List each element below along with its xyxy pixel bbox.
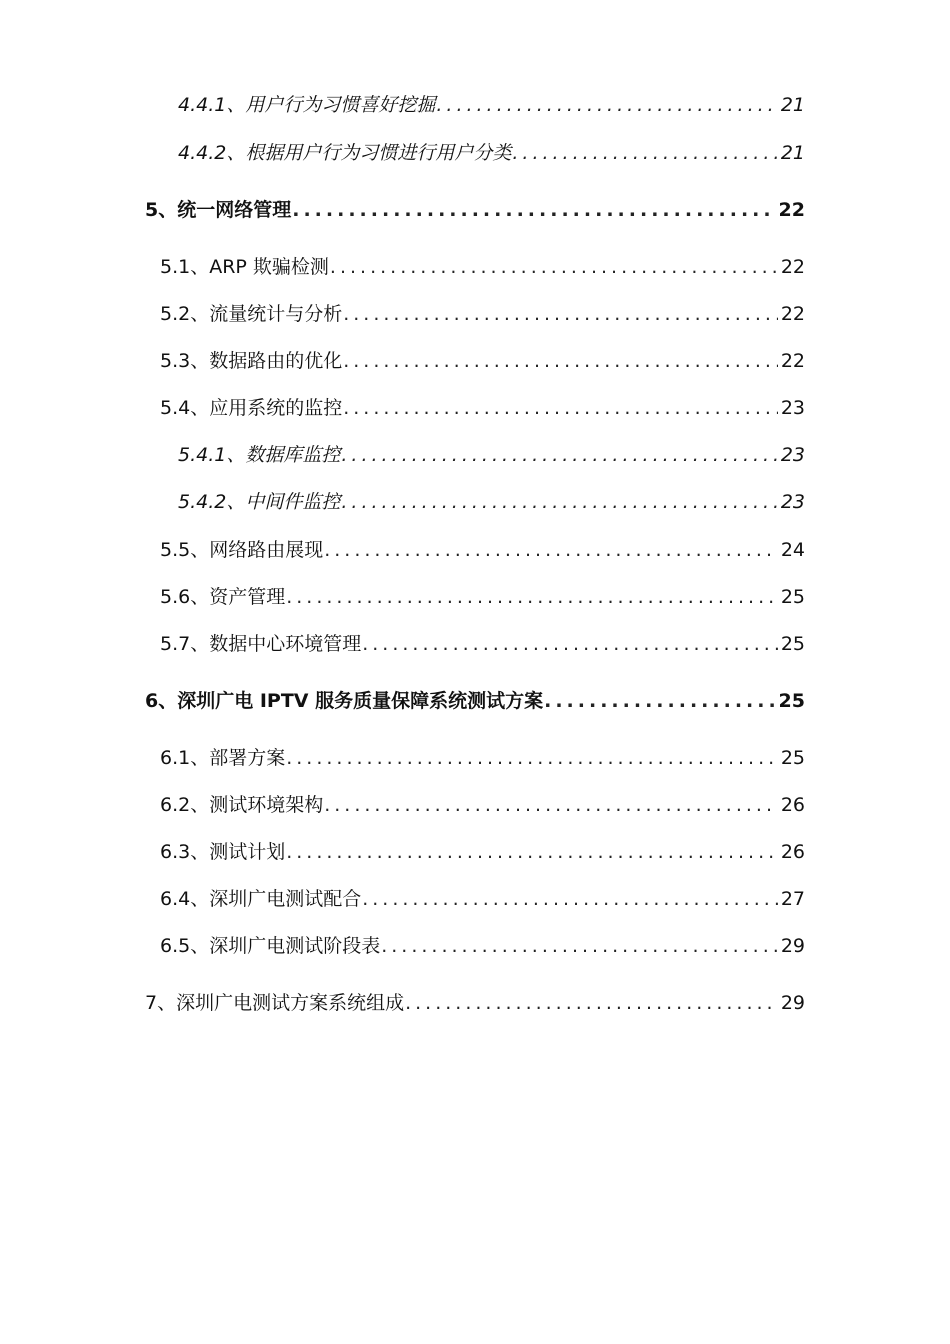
toc-page-number: 21 bbox=[780, 142, 805, 164]
dot-leader bbox=[286, 743, 778, 773]
toc-entry-5-6[interactable] bbox=[160, 582, 805, 612]
toc-entry-6-1[interactable] bbox=[160, 743, 805, 773]
dot-leader bbox=[286, 837, 778, 867]
toc-entry-6-2[interactable] bbox=[160, 790, 805, 820]
dot-leader bbox=[341, 487, 777, 517]
toc-page-number: 26 bbox=[780, 794, 805, 816]
toc-entry-title: 5.4.2、中间件监控 bbox=[178, 491, 341, 513]
toc-page-number: 25 bbox=[778, 690, 805, 712]
toc-entry-title: 5.2、流量统计与分析 bbox=[160, 303, 343, 325]
dot-leader bbox=[362, 629, 778, 659]
toc-entry-title: 7、深圳广电测试方案系统组成 bbox=[145, 992, 405, 1014]
toc-entry-title: 6.4、深圳广电测试配合 bbox=[160, 888, 362, 910]
toc-page-number: 25 bbox=[780, 747, 805, 769]
toc-page-number: 27 bbox=[780, 888, 805, 910]
dot-leader bbox=[343, 299, 778, 329]
toc-page-number: 26 bbox=[780, 841, 805, 863]
toc-entry-6-4[interactable] bbox=[160, 884, 805, 914]
toc-entry-title: 5.4、应用系统的监控 bbox=[160, 397, 343, 419]
dot-leader bbox=[381, 931, 778, 961]
dot-leader bbox=[330, 252, 778, 282]
toc-entry-title: 6.2、测试环境架构 bbox=[160, 794, 324, 816]
toc-entry-5-1[interactable] bbox=[160, 252, 805, 282]
dot-leader bbox=[362, 884, 778, 914]
dot-leader bbox=[343, 393, 778, 423]
toc-entry-6-5[interactable] bbox=[160, 931, 805, 961]
toc-entry-title: 5、统一网络管理 bbox=[145, 199, 292, 221]
toc-entry-title: 6、深圳广电 IPTV 服务质量保障系统测试方案 bbox=[145, 690, 544, 712]
toc-page-number: 21 bbox=[780, 94, 805, 116]
toc-entry-4-4-2[interactable] bbox=[178, 138, 805, 168]
toc-entry-title: 5.5、网络路由展现 bbox=[160, 539, 324, 561]
dot-leader bbox=[324, 790, 778, 820]
toc-page-number: 25 bbox=[780, 586, 805, 608]
toc-entry-title: 5.3、数据路由的优化 bbox=[160, 350, 343, 372]
toc-entry-6-3[interactable] bbox=[160, 837, 805, 867]
dot-leader bbox=[405, 988, 778, 1018]
toc-page-number: 29 bbox=[780, 935, 805, 957]
toc-entry-6[interactable] bbox=[145, 686, 805, 716]
toc-entry-5-4-2[interactable] bbox=[178, 487, 805, 517]
dot-leader bbox=[544, 686, 775, 716]
dot-leader bbox=[343, 346, 778, 376]
dot-leader bbox=[512, 138, 777, 168]
toc-entry-5-4-1[interactable] bbox=[178, 440, 805, 470]
toc-page-number: 23 bbox=[780, 444, 805, 466]
dot-leader bbox=[286, 582, 778, 612]
toc-entry-5[interactable] bbox=[145, 195, 805, 225]
toc-entry-title: 6.5、深圳广电测试阶段表 bbox=[160, 935, 381, 957]
toc-page-number: 22 bbox=[780, 303, 805, 325]
toc-entry-title: 5.4.1、数据库监控 bbox=[178, 444, 341, 466]
dot-leader bbox=[292, 195, 775, 225]
toc-page-number: 22 bbox=[780, 350, 805, 372]
dot-leader bbox=[436, 90, 777, 120]
toc-entry-5-3[interactable] bbox=[160, 346, 805, 376]
toc-page-number: 22 bbox=[780, 256, 805, 278]
toc-page-number: 25 bbox=[780, 633, 805, 655]
toc-entry-5-5[interactable] bbox=[160, 535, 805, 565]
toc-entry-7[interactable] bbox=[145, 988, 805, 1018]
toc-page-number: 29 bbox=[780, 992, 805, 1014]
toc-entry-5-2[interactable] bbox=[160, 299, 805, 329]
toc-page-number: 24 bbox=[780, 539, 805, 561]
toc-entry-title: 5.6、资产管理 bbox=[160, 586, 286, 608]
toc-entry-title: 6.3、测试计划 bbox=[160, 841, 286, 863]
dot-leader bbox=[324, 535, 778, 565]
toc-entry-5-4[interactable] bbox=[160, 393, 805, 423]
toc-entry-title: 4.4.2、根据用户行为习惯进行用户分类 bbox=[178, 142, 512, 164]
dot-leader bbox=[341, 440, 777, 470]
toc-entry-title: 5.7、数据中心环境管理 bbox=[160, 633, 362, 655]
toc-page-number: 23 bbox=[780, 397, 805, 419]
toc-entry-5-7[interactable] bbox=[160, 629, 805, 659]
toc-page-number: 23 bbox=[780, 491, 805, 513]
toc-entry-4-4-1[interactable] bbox=[178, 90, 805, 120]
toc-entry-title: 5.1、ARP 欺骗检测 bbox=[160, 256, 329, 278]
toc-entry-title: 6.1、部署方案 bbox=[160, 747, 286, 769]
toc-entry-title: 4.4.1、用户行为习惯喜好挖掘 bbox=[178, 94, 436, 116]
toc-page-number: 22 bbox=[778, 199, 805, 221]
